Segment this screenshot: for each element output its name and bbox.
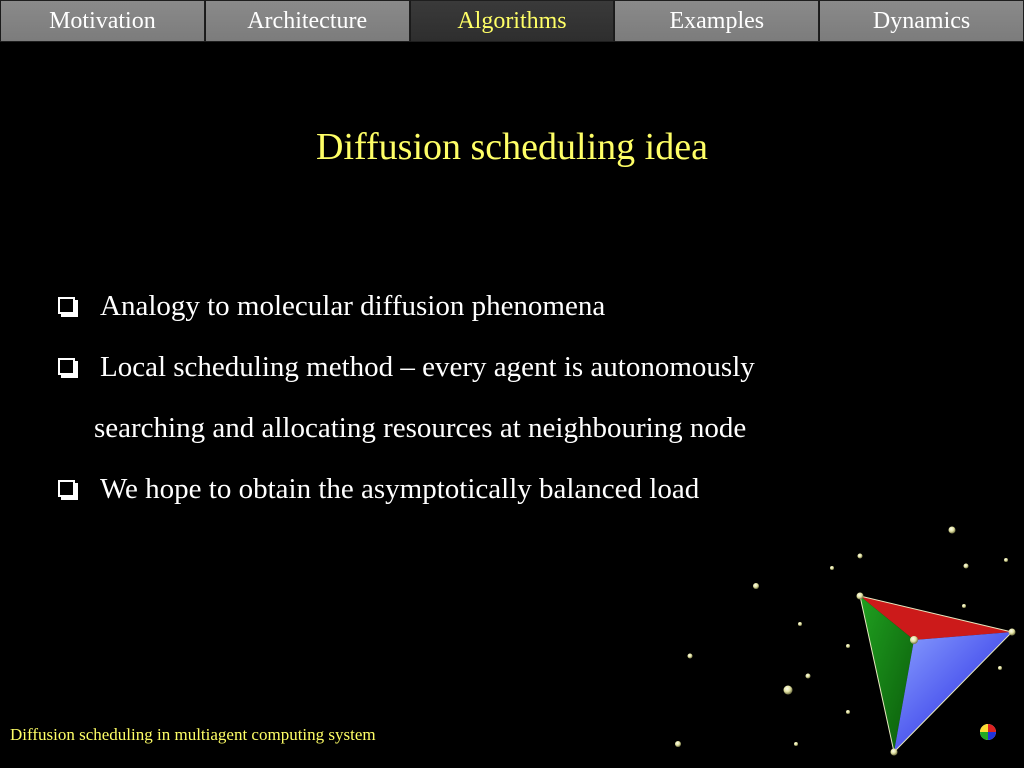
tab-motivation[interactable]: Motivation bbox=[0, 0, 205, 42]
footer-text: Diffusion scheduling in multiagent computing system bbox=[10, 725, 376, 744]
bullet-text: We hope to obtain the asymptotically balanced load bbox=[100, 473, 700, 505]
checkbox-bullet-icon bbox=[58, 358, 75, 375]
bullet-text-continued: searching and allocating resources at neighbouring node bbox=[94, 412, 747, 444]
slide-title: Diffusion scheduling idea bbox=[316, 126, 708, 168]
tab-algorithms[interactable]: Algorithms bbox=[410, 0, 615, 42]
bullet-item bbox=[58, 276, 938, 337]
colored-ball bbox=[980, 724, 996, 740]
tab-examples[interactable]: Examples bbox=[614, 0, 819, 42]
tab-dynamics[interactable]: Dynamics bbox=[819, 0, 1024, 42]
nav-tab-bar bbox=[0, 0, 1024, 44]
tetrahedron-graph-icon bbox=[640, 500, 1024, 768]
bullet-text: Local scheduling method – every agent is autonomously bbox=[100, 351, 755, 383]
checkbox-bullet-icon bbox=[58, 297, 75, 314]
checkbox-bullet-icon bbox=[58, 480, 75, 497]
bullet-item bbox=[58, 337, 938, 459]
tab-architecture[interactable]: Architecture bbox=[205, 0, 410, 42]
bullet-list bbox=[58, 276, 938, 520]
bullet-text: Analogy to molecular diffusion phenomena bbox=[100, 290, 606, 322]
